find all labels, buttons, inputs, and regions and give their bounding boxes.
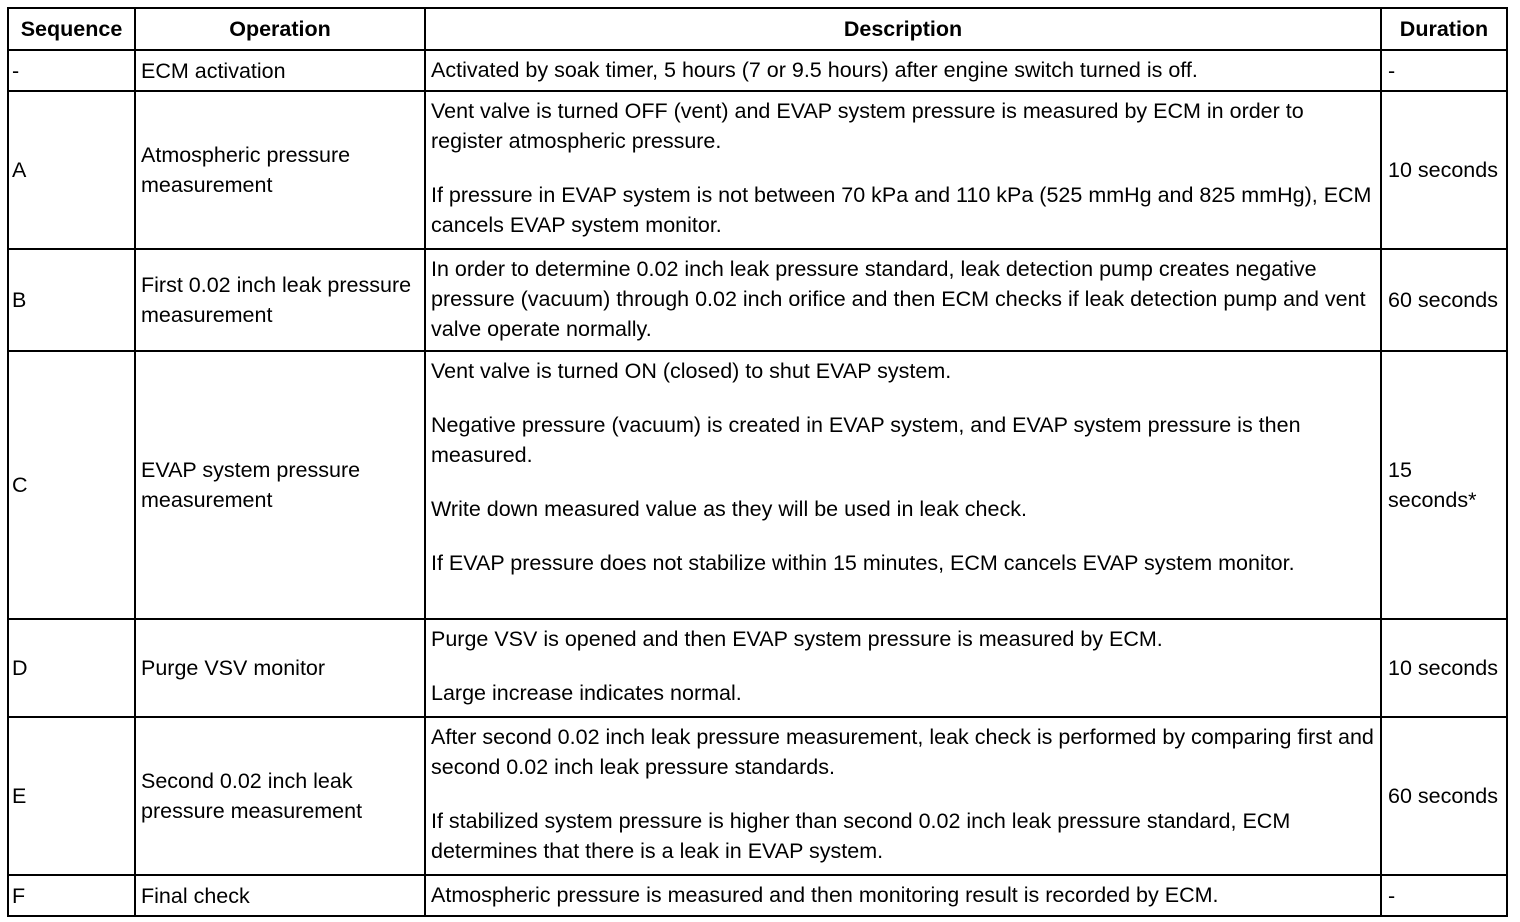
header-duration: Duration	[1381, 8, 1507, 50]
description-paragraph: If stabilized system pressure is higher than second 0.02 inch leak pressure standard, ECM determines that there is a leak in EVAP system.	[431, 809, 1291, 863]
header-operation: Operation	[135, 8, 425, 50]
description-cell	[425, 619, 1381, 717]
operation-cell: First 0.02 inch leak pressure measurement	[135, 249, 425, 351]
description-paragraph: Atmospheric pressure is measured and then monitoring result is recorded by ECM.	[431, 883, 1219, 907]
duration-cell: 10 seconds	[1381, 91, 1507, 249]
sequence-cell: D	[8, 619, 135, 717]
table-row	[8, 249, 1507, 351]
sequence-cell: -	[8, 50, 135, 91]
description-cell	[425, 91, 1381, 249]
table-row	[8, 717, 1507, 875]
description-cell	[425, 249, 1381, 351]
table-row	[8, 50, 1507, 91]
duration-cell: 15 seconds*	[1381, 351, 1507, 619]
duration-cell: 60 seconds	[1381, 249, 1507, 351]
sequence-cell: C	[8, 351, 135, 619]
duration-cell: 10 seconds	[1381, 619, 1507, 717]
header-sequence: Sequence	[8, 8, 135, 50]
description-paragraph: If EVAP pressure does not stabilize within 15 minutes, ECM cancels EVAP system monitor.	[431, 551, 1295, 575]
description-cell	[425, 351, 1381, 619]
description-paragraph: Negative pressure (vacuum) is created in EVAP system, and EVAP system pressure is then measured.	[431, 413, 1301, 467]
operation-cell: Final check	[135, 875, 425, 916]
duration-cell: -	[1381, 50, 1507, 91]
operation-cell: Purge VSV monitor	[135, 619, 425, 717]
operation-cell: EVAP system pressure measurement	[135, 351, 425, 619]
table-row	[8, 91, 1507, 249]
operation-cell: ECM activation	[135, 50, 425, 91]
description-paragraph: Vent valve is turned ON (closed) to shut EVAP system.	[431, 359, 952, 383]
duration-cell: 60 seconds	[1381, 717, 1507, 875]
sequence-cell: F	[8, 875, 135, 916]
description-paragraph: After second 0.02 inch leak pressure measurement, leak check is performed by comparing first and second 0.02 inch leak pressure standards.	[431, 725, 1374, 779]
table-header-row	[8, 8, 1507, 50]
evap-monitor-sequence-table	[7, 7, 1508, 917]
sequence-cell: A	[8, 91, 135, 249]
description-cell	[425, 50, 1381, 91]
description-paragraph: Activated by soak timer, 5 hours (7 or 9.5 hours) after engine switch turned is off.	[431, 58, 1198, 82]
operation-cell: Atmospheric pressure measurement	[135, 91, 425, 249]
description-cell	[425, 717, 1381, 875]
description-paragraph: Write down measured value as they will be used in leak check.	[431, 497, 1027, 521]
sequence-cell: B	[8, 249, 135, 351]
sequence-cell: E	[8, 717, 135, 875]
description-paragraph: If pressure in EVAP system is not between 70 kPa and 110 kPa (525 mmHg and 825 mmHg), ECM cancels EVAP system monitor.	[431, 183, 1372, 237]
table-row	[8, 619, 1507, 717]
description-paragraph: In order to determine 0.02 inch leak pressure standard, leak detection pump creates negative pressure (vacuum) through 0.02 inch orifice and then ECM checks if leak detection pump and vent valve operate normally.	[431, 257, 1366, 341]
table-row	[8, 351, 1507, 619]
header-description: Description	[425, 8, 1381, 50]
table-row	[8, 875, 1507, 916]
duration-cell: -	[1381, 875, 1507, 916]
description-paragraph: Vent valve is turned OFF (vent) and EVAP system pressure is measured by ECM in order to register atmospheric pressure.	[431, 99, 1304, 153]
description-cell	[425, 875, 1381, 916]
description-paragraph: Purge VSV is opened and then EVAP system pressure is measured by ECM.	[431, 627, 1163, 651]
description-paragraph: Large increase indicates normal.	[431, 681, 742, 705]
operation-cell: Second 0.02 inch leak pressure measurement	[135, 717, 425, 875]
